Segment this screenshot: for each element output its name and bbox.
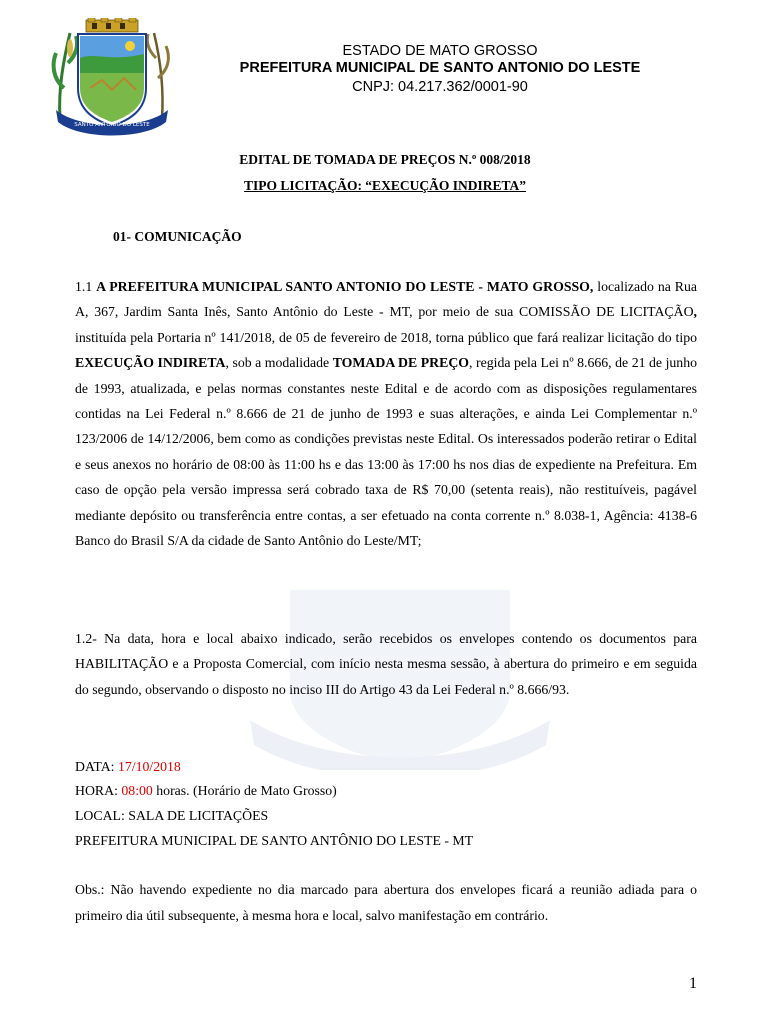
date-line	[75, 757, 181, 777]
location-line: LOCAL: SALA DE LICITAÇÕES	[75, 808, 269, 823]
shield-icon	[78, 34, 146, 126]
corn-plant-icon	[54, 33, 77, 118]
state-name: ESTADO DE MATO GROSSO	[342, 43, 538, 59]
time-suffix: horas. (Horário de Mato Grosso)	[152, 783, 337, 798]
section-heading: 01- COMUNICAÇÃO	[113, 229, 242, 244]
date-value: 17/10/2018	[117, 759, 181, 774]
time-line	[75, 781, 337, 801]
p1-entity: A PREFEITURA MUNICIPAL SANTO ANTONIO DO LESTE - MATO GROSSO,	[96, 279, 594, 294]
time-value: 08:00	[121, 783, 153, 798]
crown-icon	[86, 18, 138, 32]
p1-type: EXECUÇÃO INDIRETA	[75, 355, 226, 371]
p1-comma: ,	[693, 304, 697, 320]
p1-ordinance: instituída pela Portaria nº 141/2018, de 05 de fevereiro de 2018, torna público que fará realizar licitação do tipo	[75, 329, 697, 345]
paragraph-1-2: 1.2- Na data, hora e local abaixo indicado, serão recebidos os envelopes contendo os documentos para HABILITAÇÃO e a Proposta Comercial, com início nesta mesma sessão, à abertura do primeiro e em seguida do segundo, observando o disposto no inciso III do Artigo 43 da Lei Federal n.º 8.666/93.	[75, 631, 697, 697]
paragraph-1-1	[75, 274, 697, 553]
prefecture-name: PREFEITURA MUNICIPAL DE SANTO ANTONIO DO LESTE	[239, 60, 641, 76]
municipal-crest-logo	[50, 18, 174, 138]
document-title: EDITAL DE TOMADA DE PREÇOS N.º 008/2018	[239, 152, 531, 167]
page-number: 1	[689, 975, 697, 992]
p1-address: localizado na Rua A, 367, Jardim Santa Inês, Santo Antônio do Leste - MT, por meio de sua	[75, 279, 697, 320]
observation-paragraph: Obs.: Não havendo expediente no dia marcado para abertura dos envelopes ficará a reunião adiada para o primeiro dia útil subsequente, à mesma hora e local, salvo manifestação em contrário.	[75, 882, 697, 923]
document-subtitle: TIPO LICITAÇÃO: “EXECUÇÃO INDIRETA”	[244, 178, 526, 193]
cnpj: CNPJ: 04.217.362/0001-90	[352, 79, 528, 95]
p1-modality-text: , sob a modalidade	[225, 355, 333, 371]
crest-motto: SANTO ANTÔNIO DO LESTE	[74, 122, 150, 128]
p1-body: , regida pela Lei nº 8.666, de 21 de junho de 1993, atualizada, e pelas normas constantes neste Edital e de acordo com as disposições regulamentares contidas na Lei Federal n.º 8.666 de 21 de junho de 1993 e suas alterações, e ainda Lei Complementar n.º 123/2006 de 14/12/2006, bem como as condições previstas neste Edital. Os interessados poderão retirar o Edital e seus anexos no horário de 08:00 às 11:00 hs e das 13:00 às 17:00 hs nos dias de expediente na Prefeitura. Em caso de opção pela versão impressa será cobrado taxa de R$ 70,00 (setenta reais), não restituíveis, pagável mediante depósito ou transferência entre contas, a ser efetuado na conta corrente n.º 8.038-1, Agência: 4138-6 Banco do Brasil S/A da cidade de Santo Antônio do Leste/MT;	[75, 355, 698, 549]
p1-modality: TOMADA DE PREÇO	[332, 355, 470, 371]
p1-number: 1.1	[75, 279, 97, 294]
rice-plant-icon	[147, 33, 168, 118]
p1-commission: COMISSÃO DE LICITAÇÃO	[519, 304, 694, 320]
location-prefecture: PREFEITURA MUNICIPAL DE SANTO ANTÔNIO DO LESTE - MT	[75, 833, 474, 848]
date-label: DATA:	[75, 759, 118, 774]
time-label: HORA:	[75, 783, 122, 798]
